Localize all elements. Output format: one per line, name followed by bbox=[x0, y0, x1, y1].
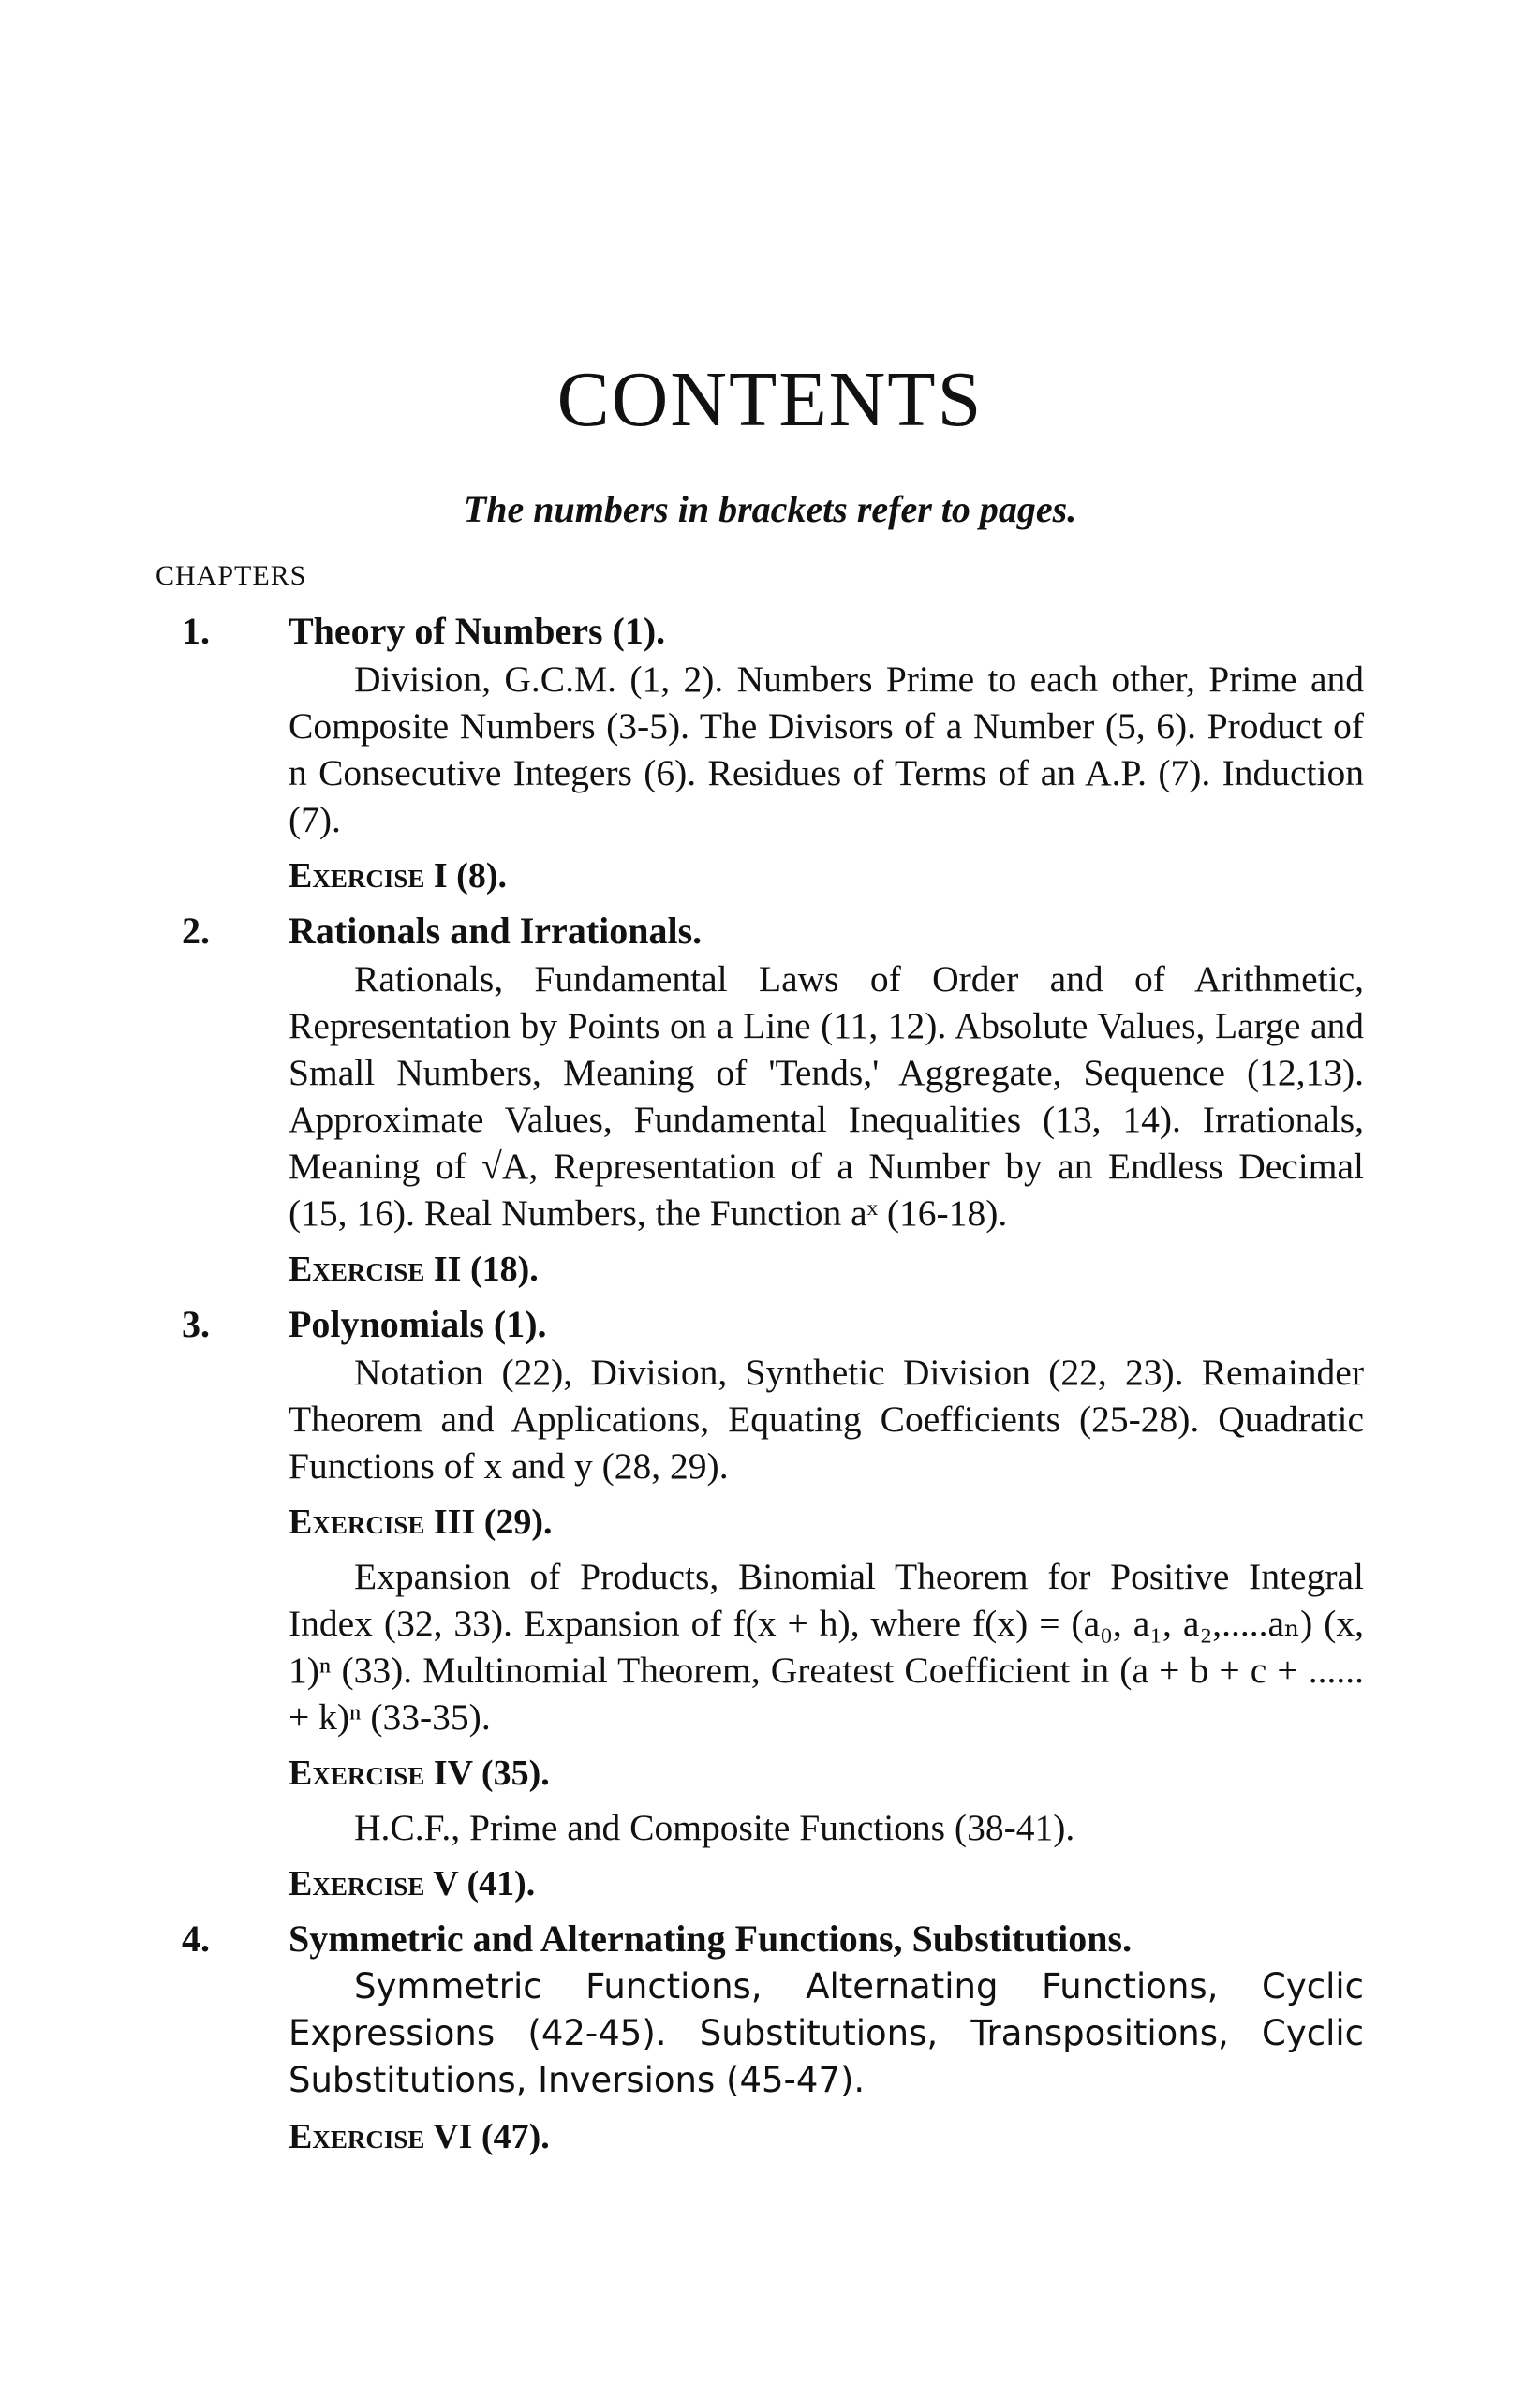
chapter-3 bbox=[155, 1300, 1364, 1907]
chapter-number: 3. bbox=[182, 1303, 210, 1345]
chapter-heading bbox=[155, 607, 1364, 656]
chapter-number: 4. bbox=[182, 1918, 210, 1960]
chapter-summary: Notation (22), Division, Synthetic Division (22, 23). Remainder Theorem and Applications, Equating Coefficients (25-28). Quadratic Functions of x and y (28, 29). bbox=[289, 1352, 1364, 1487]
exercise-reference: Exercise VI (47). bbox=[289, 2117, 550, 2156]
chapter-summary: Expansion of Products, Binomial Theorem for Positive Integral Index (32, 33). Expansion of f(x + h), where f(x) = (a₀, a₁, a₂,.....aₙ) (x, 1)ⁿ (33). Multinomial Theorem, Greatest Coefficient in (a + b + c + ...... + k)ⁿ (33-35). bbox=[289, 1556, 1364, 1738]
exercise-reference: Exercise I (8). bbox=[289, 856, 507, 896]
chapter-title: Symmetric and Alternating Functions, Substitutions. bbox=[289, 1918, 1133, 1960]
chapter-4 bbox=[155, 1915, 1364, 2160]
chapter-summary: Symmetric Functions, Alternating Functions, Cyclic Expressions (42-45). Substitutions, Transpositions, Cyclic Substitutions, Inversions (45-47). bbox=[289, 1966, 1364, 2100]
chapter-1 bbox=[155, 607, 1364, 899]
page-subtitle: The numbers in brackets refer to pages. bbox=[463, 488, 1077, 530]
chapter-title: Theory of Numbers (1). bbox=[289, 610, 666, 652]
exercise-reference: Exercise V (41). bbox=[289, 1864, 536, 1903]
table-of-contents bbox=[155, 607, 1364, 2168]
chapter-heading bbox=[155, 907, 1364, 955]
page-title: CONTENTS bbox=[556, 356, 984, 443]
exercise-reference: Exercise III (29). bbox=[289, 1503, 553, 1542]
chapter-title: Rationals and Irrationals. bbox=[289, 910, 703, 952]
chapter-summary: H.C.F., Prime and Composite Functions (38-41). bbox=[354, 1807, 1075, 1848]
chapter-2 bbox=[155, 907, 1364, 1293]
chapter-summary: Rationals, Fundamental Laws of Order and of Arithmetic, Representation by Points on a Line (11, 12). Absolute Values, Large and Small Numbers, Meaning of 'Tends,' Aggregate, Sequence (12,13). Approximate Values, Fundamental Inequalities (13, 14). Irrationals, Meaning of √A, Representation of a Number by an Endless Decimal (15, 16). Real Numbers, the Function aˣ (16-18). bbox=[289, 958, 1364, 1234]
chapters-label: CHAPTERS bbox=[155, 560, 307, 591]
chapter-title: Polynomials (1). bbox=[289, 1303, 547, 1345]
chapter-number: 1. bbox=[182, 610, 210, 652]
exercise-reference: Exercise IV (35). bbox=[289, 1754, 550, 1793]
chapter-heading bbox=[155, 1300, 1364, 1349]
chapter-number: 2. bbox=[182, 910, 210, 952]
chapter-heading bbox=[155, 1915, 1364, 1963]
exercise-reference: Exercise II (18). bbox=[289, 1250, 539, 1289]
chapter-summary: Division, G.C.M. (1, 2). Numbers Prime to each other, Prime and Composite Numbers (3-5). The Divisors of a Number (5, 6). Product of n Consecutive Integers (6). Residues of Terms of an A.P. (7). Induction (7). bbox=[289, 659, 1364, 840]
